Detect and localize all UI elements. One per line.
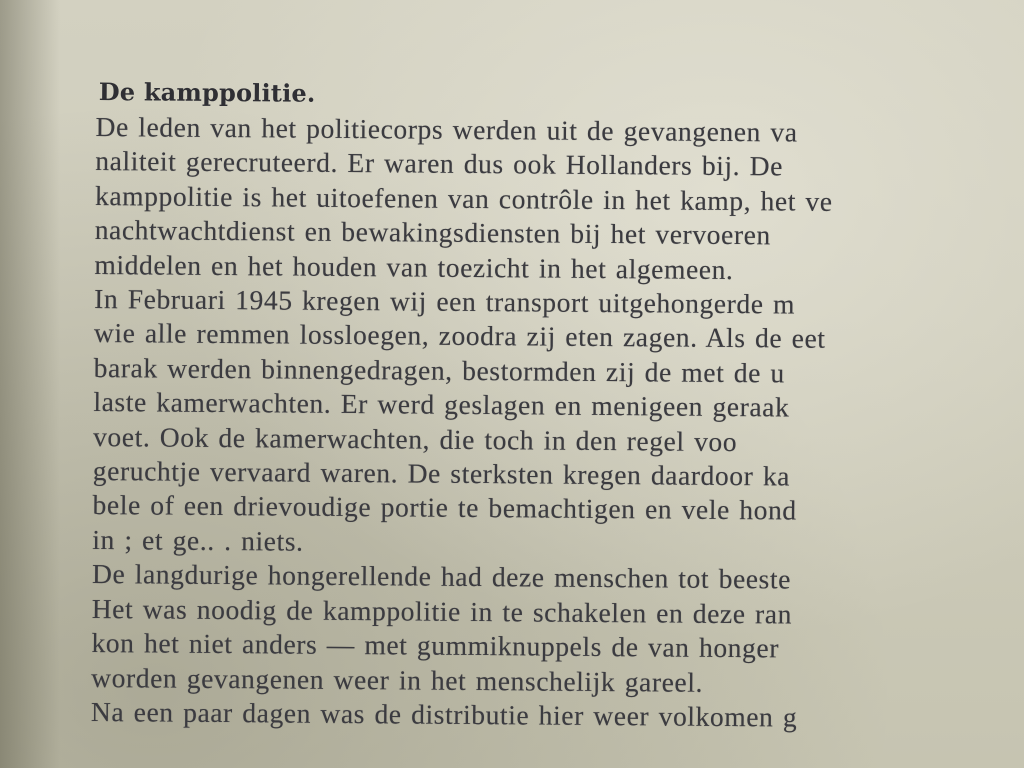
- text-line-13: in ; et ge.. . niets.: [92, 523, 304, 557]
- text-line-3: kamppolitie is het uitoefenen van contrôle in het kamp, het ve: [94, 179, 833, 217]
- text-line-7: wie alle remmen lossloegen, zoodra zij eten zagen. Als de eet: [93, 317, 826, 355]
- text-line-8: barak werden binnengedragen, bestormden zij de met de u: [93, 351, 785, 389]
- text-line-5: middelen en het houden van toezicht in het algemeen.: [94, 248, 734, 285]
- text-line-14: De langdurige hongerellende had deze menschen tot beeste: [91, 558, 792, 595]
- text-line-10: voet. Ook de kamerwachten, die toch in den regel voo: [93, 420, 738, 457]
- text-line-4: nachtwachtdienst en bewakingsdiensten bij het vervoeren: [94, 214, 771, 251]
- text-line-6: In Februari 1945 kregen wij een transport uitgehongerde m: [94, 283, 796, 320]
- page-text-block: [91, 74, 1024, 738]
- text-line-16: kon het niet anders — met gummiknuppels de van honger: [91, 627, 780, 664]
- text-line-1: De leden van het politiecorps werden uit de gevangenen va: [95, 110, 798, 148]
- text-line-9: laste kamerwachten. Er werd geslagen en menigeen geraak: [93, 386, 790, 423]
- text-line-11: geruchtje vervaard waren. De sterksten kregen daardoor ka: [92, 455, 791, 492]
- text-line-17: worden gevangenen weer in het menschelijk gareel.: [91, 661, 704, 698]
- text-line-15: Het was noodig de kamppolitie in te schakelen en deze ran: [91, 592, 793, 630]
- binding-shadow: [0, 0, 60, 768]
- text-line-12: bele of een drievoudige portie te bemachtigen en vele hond: [92, 489, 797, 526]
- text-line-2: naliteit gerecruteerd. Er waren dus ook Hollanders bij. De: [95, 145, 784, 182]
- section-heading: De kamppolitie.: [98, 77, 316, 108]
- text-line-18: Na een paar dagen was de distributie hier weer volkomen g: [90, 695, 798, 733]
